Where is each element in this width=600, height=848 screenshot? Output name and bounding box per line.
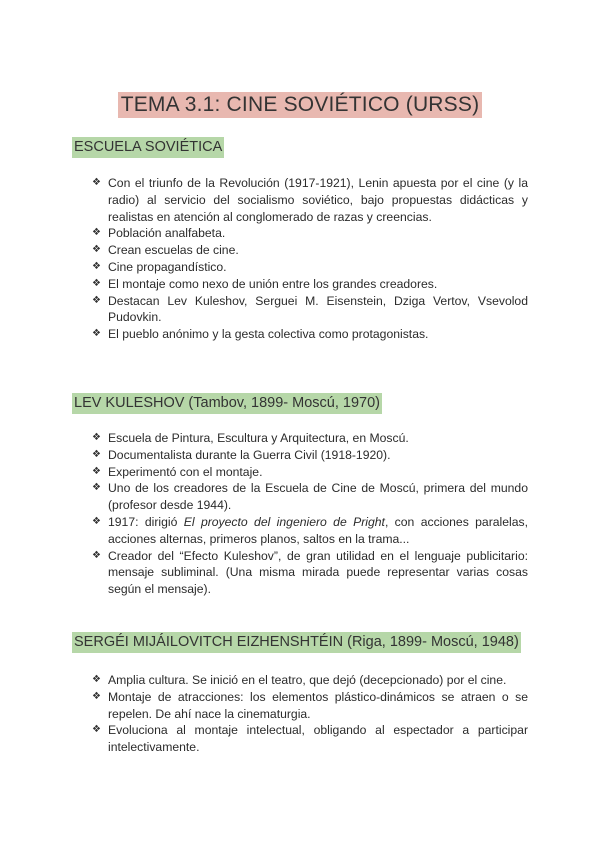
diamond-bullet-icon: ❖ [92, 515, 101, 527]
bullet-list-kuleshov [92, 430, 528, 598]
diamond-bullet-icon: ❖ [92, 482, 101, 494]
list-item: ❖ Con el triunfo de la Revolución (1917-1921), Lenin apuesta por el cine (y la radio) al servicio del socialismo soviético, bajo propuestas didácticas y realistas en atención al conglomerado de razas y creencias. [92, 176, 528, 224]
diamond-bullet-icon: ❖ [92, 294, 101, 306]
title-wrapper [0, 92, 600, 118]
list-item: ❖ Documentalista durante la Guerra Civil (1918-1920). [92, 447, 391, 462]
list-item: ❖ Experimentó con el montaje. [92, 464, 263, 479]
diamond-bullet-icon: ❖ [92, 260, 101, 272]
list-item: ❖ Amplia cultura. Se inició en el teatro, que dejó (decepcionado) por el cine. [92, 673, 507, 687]
section-escuela-sovietica [72, 137, 532, 158]
list-item: ❖ Destacan Lev Kuleshov, Serguei M. Eisenstein, Dziga Vertov, Vsevolod Pudovkin. [92, 293, 528, 325]
diamond-bullet-icon: ❖ [92, 227, 101, 239]
list-item: ❖ Montaje de atracciones: los elementos plástico-dinámicos se atraen o se repelen. De ahí nace la cinematurgia. [92, 689, 528, 721]
diamond-bullet-icon: ❖ [92, 244, 101, 256]
diamond-bullet-icon: ❖ [92, 177, 101, 188]
list-item: ❖ Cine propagandístico. [92, 259, 227, 274]
diamond-bullet-icon: ❖ [92, 549, 101, 561]
list-item: ❖ El pueblo anónimo y la gesta colectiva como protagonistas. [92, 327, 429, 342]
diamond-bullet-icon: ❖ [92, 465, 101, 477]
list-item: ❖ Creador del “Efecto Kuleshov”, de gran utilidad en el lenguaje publicitario: mensaje subliminal. (Una misma mirada puede representar varias cosas según el mensaje). [92, 548, 528, 597]
diamond-bullet-icon: ❖ [92, 328, 101, 340]
film-title: El proyecto del ingeniero de Pright [183, 514, 385, 529]
diamond-bullet-icon: ❖ [92, 448, 101, 460]
list-item: ❖ Población analfabeta. [92, 226, 226, 241]
section-lev-kuleshov [72, 393, 532, 414]
list-item: ❖ El montaje como nexo de unión entre los grandes creadores. [92, 276, 438, 291]
section-heading: ESCUELA SOVIÉTICA [72, 137, 224, 158]
diamond-bullet-icon: ❖ [92, 690, 101, 702]
section-heading: SERGÉI MIJÁILOVITCH EIZHENSHTÉIN (Riga, 1899- Moscú, 1948) [72, 632, 521, 653]
list-item: ❖ Evoluciona al montaje intelectual, obligando al espectador a participar intelectivamente. [92, 723, 528, 755]
diamond-bullet-icon: ❖ [92, 674, 101, 685]
bullet-list-escuela [92, 175, 528, 343]
list-item: ❖ 1917: dirigió El proyecto del ingeniero de Pright, con acciones paralelas, acciones alternas, primeros planos, saltos en la trama... [92, 514, 529, 546]
page-title: TEMA 3.1: CINE SOVIÉTICO (URSS) [118, 92, 483, 118]
section-heading: LEV KULESHOV (Tambov, 1899- Moscú, 1970) [72, 393, 382, 414]
diamond-bullet-icon: ❖ [92, 277, 101, 289]
section-eizhenshtein [72, 632, 542, 653]
list-item: ❖ Escuela de Pintura, Escultura y Arquitectura, en Moscú. [92, 431, 409, 445]
list-item: ❖ Uno de los creadores de la Escuela de Cine de Moscú, primera del mundo (profesor desde 1944). [92, 481, 528, 513]
bullet-list-eizhenshtein [92, 672, 528, 756]
diamond-bullet-icon: ❖ [92, 432, 101, 443]
list-item: ❖ Crean escuelas de cine. [92, 243, 239, 258]
diamond-bullet-icon: ❖ [92, 724, 101, 736]
